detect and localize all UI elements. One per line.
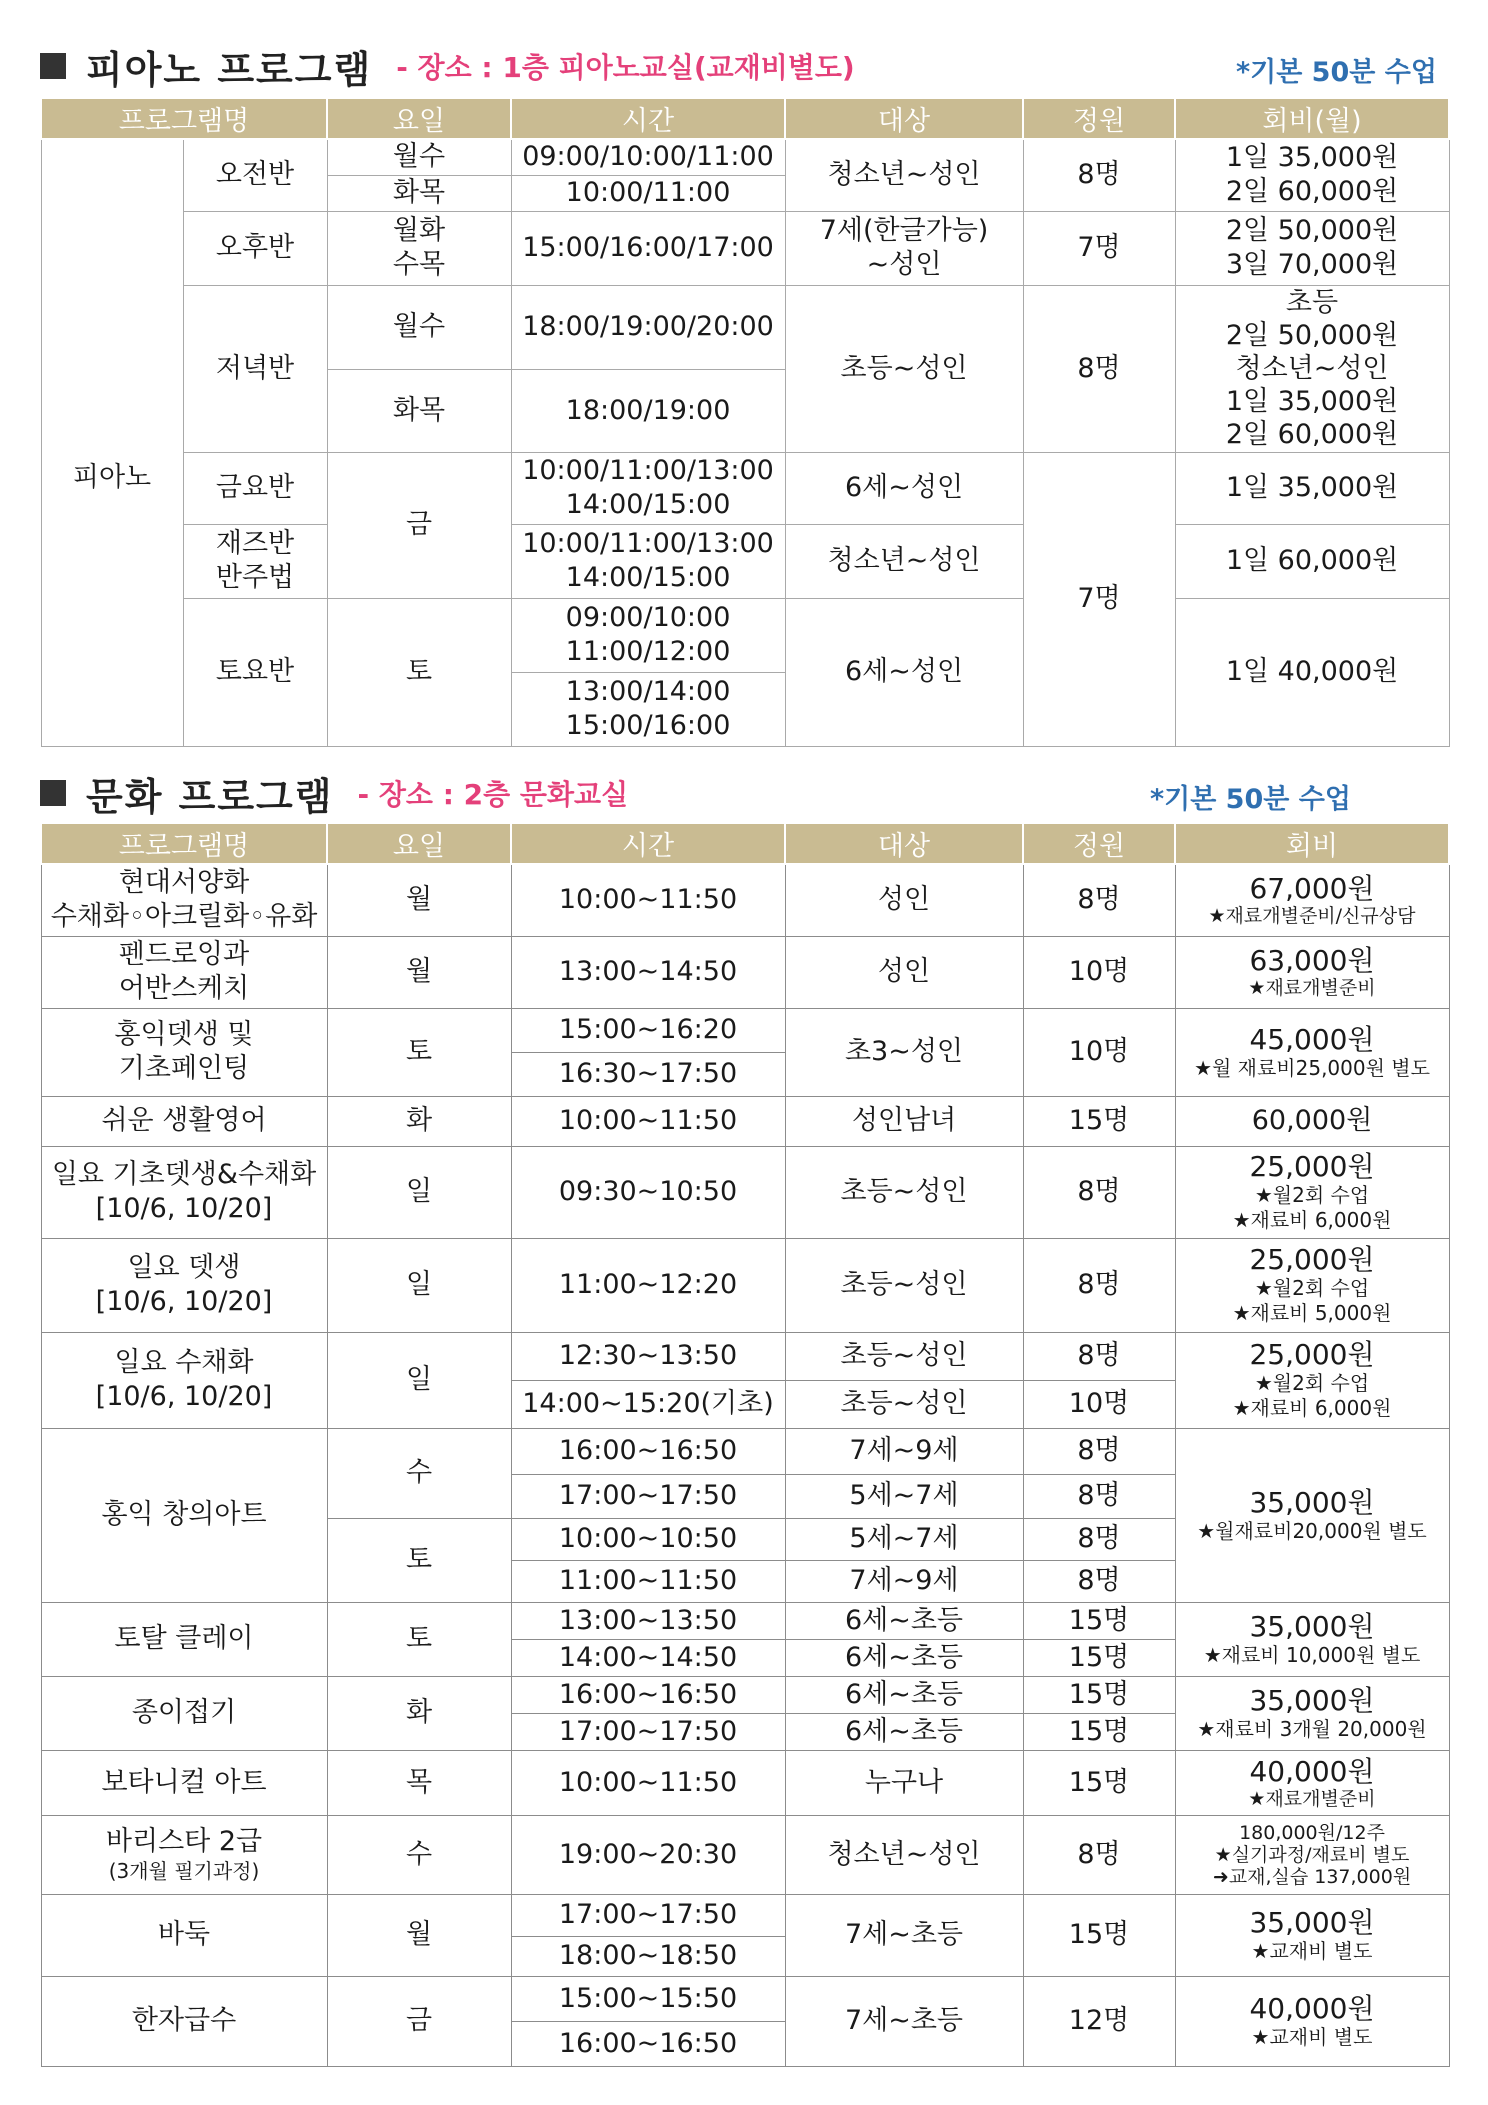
piano-section-header: [40, 38, 855, 94]
target-cell: 7세~초등: [785, 1894, 1023, 1976]
fee-cell: [1175, 139, 1449, 211]
time-cell: 17:00~17:50: [511, 1713, 785, 1750]
target-cell: 6세~성인: [785, 598, 1023, 746]
culture-header-row: [41, 823, 1449, 864]
time-cell: 18:00/19:00/20:00: [511, 285, 785, 369]
target-cell: 청소년~성인: [785, 524, 1023, 598]
time-cell: [511, 524, 785, 598]
header-day: 요일: [327, 98, 511, 139]
time-cell: 11:00~12:20: [511, 1238, 785, 1332]
table-row: [41, 1238, 1449, 1332]
target-cell: 5세~7세: [785, 1474, 1023, 1518]
fee-cell: [1175, 1602, 1449, 1676]
program-name-line: 일요 기초뎃생&수채화: [51, 1159, 317, 1190]
header-program: 프로그램명: [41, 823, 327, 864]
fee-cell: [1175, 1815, 1449, 1894]
fee-cell: 1일 60,000원: [1175, 524, 1449, 598]
target-cell: 청소년~성인: [785, 139, 1023, 211]
day-cell: 화목: [327, 369, 511, 452]
fee-amount: 35,000원: [1249, 1609, 1375, 1643]
program-name-line: 일요 수채화: [114, 1347, 254, 1378]
time-cell: 15:00/16:00/17:00: [511, 211, 785, 285]
day-cell: 토: [327, 1602, 511, 1676]
square-bullet-icon: [40, 780, 66, 806]
time-line: 14:00/15:00: [565, 562, 731, 593]
target-cell: 6세~초등: [785, 1602, 1023, 1639]
time-cell: 17:00~17:50: [511, 1474, 785, 1518]
table-row: [41, 1815, 1449, 1894]
program-name: [41, 864, 327, 936]
day-cell: 화목: [327, 175, 511, 211]
header-fee: 회비: [1175, 823, 1449, 864]
target-cell: 누구나: [785, 1750, 1023, 1815]
fee-note: ★월2회 수업: [1254, 1371, 1370, 1395]
day-line: 수목: [392, 249, 446, 280]
class-evening: 저녁반: [183, 285, 327, 452]
fee-cell: 1일 35,000원: [1175, 452, 1449, 524]
table-row: [41, 1894, 1449, 1936]
program-name: 바둑: [41, 1894, 327, 1976]
day-cell: 토: [327, 598, 511, 746]
fee-cell: [1175, 1428, 1449, 1602]
target-cell: 6세~초등: [785, 1713, 1023, 1750]
table-row: [41, 139, 1449, 175]
time-cell: 12:30~13:50: [511, 1332, 785, 1380]
time-cell: 09:30~10:50: [511, 1146, 785, 1238]
time-cell: 18:00~18:50: [511, 1936, 785, 1976]
fee-amount: 25,000원: [1249, 1150, 1375, 1183]
fee-cell: [1175, 1976, 1449, 2066]
target-cell: 5세~7세: [785, 1518, 1023, 1560]
header-program: 프로그램명: [41, 98, 327, 139]
fee-line: 2일 50,000원: [1225, 215, 1399, 246]
capacity-cell: 15명: [1023, 1096, 1175, 1146]
day-cell: 금: [327, 1976, 511, 2066]
fee-note: ★재료비 10,000원 별도: [1203, 1642, 1421, 1667]
fee-cell: [1175, 1750, 1449, 1815]
fee-line: 초등: [1285, 287, 1339, 318]
fee-note: ★재료개별준비: [1248, 977, 1376, 999]
time-cell: 13:00~14:50: [511, 936, 785, 1008]
time-cell: 13:00~13:50: [511, 1602, 785, 1639]
table-row: [41, 1332, 1449, 1380]
day-cell: 월: [327, 936, 511, 1008]
target-cell: 7세~9세: [785, 1560, 1023, 1602]
fee-cell: [1175, 864, 1449, 936]
fee-line: 1일 35,000원: [1225, 386, 1399, 417]
header-capacity: 정원: [1023, 823, 1175, 864]
header-target: 대상: [785, 98, 1023, 139]
time-cell: 16:00~16:50: [511, 2021, 785, 2066]
capacity-cell: 15명: [1023, 1639, 1175, 1676]
capacity-cell: 15명: [1023, 1676, 1175, 1713]
fee-cell: [1175, 1676, 1449, 1750]
fee-note: ★재료비 5,000원: [1232, 1301, 1392, 1325]
header-target: 대상: [785, 823, 1023, 864]
target-cell: 6세~초등: [785, 1676, 1023, 1713]
target-cell: 초등~성인: [785, 285, 1023, 452]
time-cell: 10:00~11:50: [511, 864, 785, 936]
target-cell: 7세~9세: [785, 1428, 1023, 1474]
time-line: 11:00/12:00: [565, 636, 731, 667]
fee-note: ★재료개별준비: [1248, 1787, 1376, 1810]
fee-cell: [1175, 1332, 1449, 1428]
day-cell: 금: [327, 452, 511, 598]
time-cell: [511, 598, 785, 672]
fee-note: ★교재비 별도: [1251, 2024, 1373, 2049]
class-name-line: 반주법: [215, 562, 295, 593]
target-cell: 성인: [785, 864, 1023, 936]
table-row: [41, 1602, 1449, 1639]
fee-cell: [1175, 1894, 1449, 1976]
time-cell: [511, 672, 785, 746]
capacity-cell: 8명: [1023, 1815, 1175, 1894]
category-piano: 피아노: [41, 139, 183, 746]
target-cell: 6세~성인: [785, 452, 1023, 524]
program-name-line: (3개월 필기과정): [108, 1859, 260, 1883]
fee-amount: 25,000원: [1249, 1338, 1375, 1371]
target-cell: 초등~성인: [785, 1238, 1023, 1332]
program-name: 토탈 클레이: [41, 1602, 327, 1676]
day-line: 월화: [392, 215, 446, 246]
capacity-cell: 15명: [1023, 1894, 1175, 1976]
day-cell: 일: [327, 1238, 511, 1332]
class-afternoon: 오후반: [183, 211, 327, 285]
program-name-line: 홍익뎃생 및: [114, 1019, 254, 1050]
time-line: 10:00/11:00/13:00: [522, 528, 774, 559]
fee-amount: 180,000원/12주: [1239, 1821, 1385, 1844]
program-name-line: 펜드로잉과: [118, 939, 250, 970]
program-name-line: [10/6, 10/20]: [95, 1193, 273, 1224]
fee-note: ★월2회 수업: [1254, 1276, 1370, 1300]
capacity-cell: 8명: [1023, 1518, 1175, 1560]
program-name-line: 일요 뎃생: [127, 1252, 241, 1283]
capacity-cell: 8명: [1023, 864, 1175, 936]
day-cell: 일: [327, 1146, 511, 1238]
capacity-cell: 8명: [1023, 1474, 1175, 1518]
time-line: 13:00/14:00: [565, 676, 731, 707]
fee-amount: 35,000원: [1249, 1905, 1375, 1939]
capacity-cell: 15명: [1023, 1713, 1175, 1750]
time-cell: [511, 452, 785, 524]
day-cell: 월수: [327, 285, 511, 369]
culture-section-location: - 장소 : 2층 문화교실: [357, 778, 629, 811]
program-name: 쉬운 생활영어: [41, 1096, 327, 1146]
fee-amount: 40,000원: [1249, 1754, 1375, 1788]
target-cell: 청소년~성인: [785, 1815, 1023, 1894]
piano-section-note: *기본 50분 수업: [1236, 57, 1437, 88]
table-row: [41, 1008, 1449, 1052]
day-cell: 수: [327, 1815, 511, 1894]
fee-amount: 45,000원: [1249, 1022, 1375, 1056]
table-row: [41, 1976, 1449, 2021]
table-row: [41, 211, 1449, 285]
program-name: [41, 1008, 327, 1096]
program-name-line: [10/6, 10/20]: [95, 1286, 273, 1317]
program-name: [41, 1146, 327, 1238]
time-cell: 16:30~17:50: [511, 1052, 785, 1096]
fee-cell: [1175, 211, 1449, 285]
program-name-line: 어반스케치: [118, 973, 250, 1004]
fee-note: ★월재료비20,000원 별도: [1197, 1518, 1427, 1543]
fee-cell: 60,000원: [1175, 1096, 1449, 1146]
day-cell: 화: [327, 1096, 511, 1146]
capacity-cell: 8명: [1023, 1238, 1175, 1332]
header-day: 요일: [327, 823, 511, 864]
class-friday: 금요반: [183, 452, 327, 524]
time-cell: 15:00~16:20: [511, 1008, 785, 1052]
capacity-cell: 15명: [1023, 1602, 1175, 1639]
program-name: 종이접기: [41, 1676, 327, 1750]
table-row: [41, 598, 1449, 672]
time-cell: 10:00~11:50: [511, 1096, 785, 1146]
piano-section-location: - 장소 : 1층 피아노교실(교재비별도): [396, 51, 855, 84]
target-line: 7세(한글가능): [819, 215, 989, 246]
target-cell: 6세~초등: [785, 1639, 1023, 1676]
class-saturday: 토요반: [183, 598, 327, 746]
time-cell: 19:00~20:30: [511, 1815, 785, 1894]
capacity-cell: 10명: [1023, 936, 1175, 1008]
header-time: 시간: [511, 823, 785, 864]
program-name-line: 바리스타 2급: [105, 1826, 263, 1857]
fee-amount: 35,000원: [1249, 1485, 1375, 1519]
fee-line: 2일 60,000원: [1225, 176, 1399, 208]
program-name-line: 수채화◦아크릴화◦유화: [50, 901, 318, 933]
fee-line: 1일 35,000원: [1225, 142, 1399, 174]
program-name: 한자급수: [41, 1976, 327, 2066]
fee-cell: [1175, 936, 1449, 1008]
fee-note: ★재료비 6,000원: [1232, 1208, 1392, 1232]
fee-line: 청소년~성인: [1235, 353, 1389, 384]
fee-note: ➜교재,실습 137,000원: [1212, 1865, 1412, 1888]
header-capacity: 정원: [1023, 98, 1175, 139]
time-line: 15:00/16:00: [565, 710, 731, 741]
capacity-cell: 8명: [1023, 1560, 1175, 1602]
day-cell: 월수: [327, 139, 511, 175]
fee-note: ★실기과정/재료비 별도: [1214, 1843, 1410, 1866]
culture-section-note: *기본 50분 수업: [1150, 784, 1351, 815]
table-row: [41, 864, 1449, 936]
fee-cell: [1175, 1238, 1449, 1332]
time-line: 14:00/15:00: [565, 489, 731, 520]
capacity-cell: 8명: [1023, 139, 1175, 211]
table-row: [41, 1146, 1449, 1238]
fee-cell: [1175, 1008, 1449, 1096]
piano-header-row: [41, 98, 1449, 139]
target-cell: 초등~성인: [785, 1380, 1023, 1428]
fee-note: ★교재비 별도: [1251, 1938, 1373, 1963]
target-cell: [785, 211, 1023, 285]
target-cell: 성인: [785, 936, 1023, 1008]
square-bullet-icon: [40, 53, 66, 79]
program-name: [41, 936, 327, 1008]
day-cell: 월: [327, 1894, 511, 1976]
capacity-cell: 8명: [1023, 1428, 1175, 1474]
time-cell: 17:00~17:50: [511, 1894, 785, 1936]
table-row: [41, 285, 1449, 369]
day-cell: 월: [327, 864, 511, 936]
class-jazz: [183, 524, 327, 598]
day-cell: 수: [327, 1428, 511, 1518]
piano-section-title: 피아노 프로그램: [86, 47, 373, 92]
capacity-cell: 8명: [1023, 285, 1175, 452]
fee-amount: 40,000원: [1249, 1991, 1375, 2025]
program-name: 홍익 창의아트: [41, 1428, 327, 1602]
time-cell: 11:00~11:50: [511, 1560, 785, 1602]
time-line: 10:00/11:00/13:00: [522, 455, 774, 486]
capacity-cell: 7명: [1023, 211, 1175, 285]
program-name-line: [10/6, 10/20]: [95, 1381, 273, 1412]
target-cell: 성인남녀: [785, 1096, 1023, 1146]
time-cell: 10:00/11:00: [511, 175, 785, 211]
culture-schedule-table: [40, 822, 1450, 2067]
fee-cell: [1175, 285, 1449, 452]
program-name-line: 기초페인팅: [118, 1053, 250, 1084]
fee-amount: 35,000원: [1249, 1683, 1375, 1717]
table-row: [41, 1750, 1449, 1815]
target-cell: 초등~성인: [785, 1146, 1023, 1238]
time-cell: 10:00~10:50: [511, 1518, 785, 1560]
fee-note: ★월2회 수업: [1254, 1183, 1370, 1207]
program-name-line: 현대서양화: [118, 867, 250, 899]
class-name-line: 재즈반: [215, 528, 295, 559]
piano-schedule-table: [40, 97, 1450, 747]
time-cell: 14:00~14:50: [511, 1639, 785, 1676]
capacity-cell: 10명: [1023, 1380, 1175, 1428]
fee-note: ★재료개별준비/신규상담: [1208, 905, 1416, 928]
table-row: [41, 452, 1449, 524]
capacity-cell: 8명: [1023, 1332, 1175, 1380]
fee-amount: 63,000원: [1249, 944, 1375, 977]
fee-line: 3일 70,000원: [1225, 249, 1399, 280]
target-cell: 7세~초등: [785, 1976, 1023, 2066]
table-row: [41, 936, 1449, 1008]
capacity-cell: 10명: [1023, 1008, 1175, 1096]
target-cell: 초등~성인: [785, 1332, 1023, 1380]
fee-note: ★월 재료비25,000원 별도: [1194, 1055, 1430, 1080]
time-cell: 16:00~16:50: [511, 1428, 785, 1474]
fee-line: 2일 50,000원: [1225, 320, 1399, 351]
day-cell: 목: [327, 1750, 511, 1815]
header-time: 시간: [511, 98, 785, 139]
time-cell: 10:00~11:50: [511, 1750, 785, 1815]
time-cell: 09:00/10:00/11:00: [511, 139, 785, 175]
fee-line: 2일 60,000원: [1225, 419, 1399, 450]
program-name: 보타니컬 아트: [41, 1750, 327, 1815]
day-cell: 토: [327, 1518, 511, 1602]
time-cell: 16:00~16:50: [511, 1676, 785, 1713]
table-row: [41, 524, 1449, 598]
table-row: [41, 1096, 1449, 1146]
day-cell: 토: [327, 1008, 511, 1096]
culture-section-title: 문화 프로그램: [86, 774, 334, 819]
table-row: [41, 1428, 1449, 1474]
fee-note: ★재료비 3개월 20,000원: [1197, 1716, 1427, 1741]
target-cell: 초3~성인: [785, 1008, 1023, 1096]
day-cell: [327, 211, 511, 285]
capacity-cell: 8명: [1023, 1146, 1175, 1238]
capacity-cell: 15명: [1023, 1750, 1175, 1815]
target-line: ~성인: [866, 249, 942, 280]
capacity-cell: 7명: [1023, 452, 1175, 746]
time-cell: 15:00~15:50: [511, 1976, 785, 2021]
fee-note: ★재료비 6,000원: [1232, 1396, 1392, 1420]
day-cell: 화: [327, 1676, 511, 1750]
fee-amount: 67,000원: [1249, 872, 1375, 906]
time-cell: 18:00/19:00: [511, 369, 785, 452]
time-cell: 14:00~15:20(기초): [511, 1380, 785, 1428]
capacity-cell: 12명: [1023, 1976, 1175, 2066]
fee-amount: 25,000원: [1249, 1243, 1375, 1276]
program-name: [41, 1238, 327, 1332]
time-line: 09:00/10:00: [565, 602, 731, 633]
table-row: [41, 1676, 1449, 1713]
culture-section-header: [40, 765, 628, 821]
class-morning: 오전반: [183, 139, 327, 211]
day-cell: 일: [327, 1332, 511, 1428]
program-name: [41, 1815, 327, 1894]
fee-cell: 1일 40,000원: [1175, 598, 1449, 746]
header-fee: 회비(월): [1175, 98, 1449, 139]
fee-cell: [1175, 1146, 1449, 1238]
program-name: [41, 1332, 327, 1428]
